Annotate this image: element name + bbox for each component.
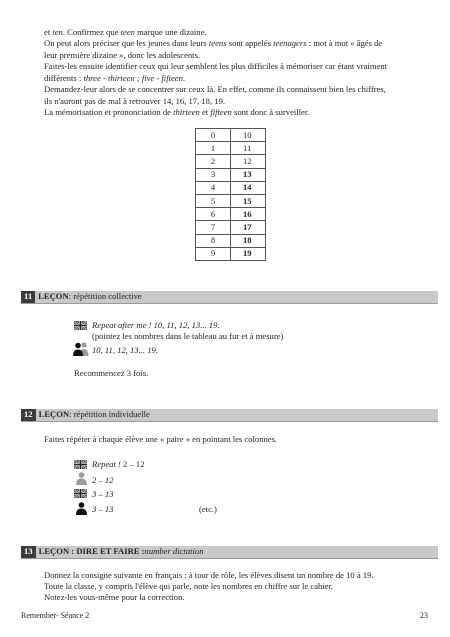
section-number: 13 — [21, 546, 36, 558]
page-number: 23 — [420, 611, 428, 620]
table-cell-unit: 3 — [196, 168, 231, 181]
table-cell-teen: 15 — [231, 194, 266, 207]
intro-line: Faites-les ensuite identifier ceux qui leur semblent les plus difficiles à mémoriser car étant vraiment — [44, 61, 388, 72]
section-title: : répétition individuelle — [69, 409, 150, 420]
section-number: 12 — [21, 409, 36, 421]
intro-line — [44, 107, 429, 118]
dictation-line-3: Notez-les vous-même pour la correction. — [44, 592, 185, 602]
repeat-line-2: 2 – 12 — [92, 475, 114, 485]
text: et — [44, 27, 53, 37]
section-keyword: LEÇON : DIRE ET FAIRE : — [38, 546, 145, 557]
table-cell-unit: 6 — [196, 208, 231, 221]
students-icon — [73, 342, 89, 356]
numbers-table-body — [196, 129, 266, 261]
table-cell-teen: 12 — [231, 155, 266, 168]
class-reply: 10, 11, 12, 13... 19. — [92, 345, 158, 355]
repeat-three-times: Recommencez 3 fois. — [74, 368, 149, 378]
section-number: 11 — [21, 291, 35, 303]
table-row — [196, 234, 266, 247]
table-cell-unit: 4 — [196, 181, 231, 194]
pair-instruction: Faites répéter à chaque élève une « paire » en pointant les colonnes. — [44, 434, 278, 444]
text: sont appelés — [226, 38, 274, 49]
repeat-after-me: Repeat after me ! 10, 11, 12, 13... 19. — [92, 320, 220, 330]
repeat-line-4: 3 – 13 — [92, 504, 114, 514]
text: three - thirteen ; five - fifteen — [83, 72, 183, 83]
section-title: number dictation — [144, 546, 204, 557]
table-cell-teen: 14 — [231, 181, 266, 194]
table-cell-teen: 10 — [231, 129, 266, 142]
uk-flag-icon — [74, 321, 87, 330]
section-title: : répétition collective — [68, 291, 142, 302]
table-cell-unit: 9 — [196, 247, 231, 260]
pointing-instruction: (pointez les nombres dans le tableau au fur et à mesure) — [92, 331, 284, 341]
text: Repeat ! — [92, 459, 124, 469]
table-cell-teen: 19 — [231, 247, 266, 260]
table-row — [196, 181, 266, 194]
text: différents : — [44, 72, 84, 83]
table-row — [196, 142, 266, 155]
table-cell-teen: 18 — [231, 234, 266, 247]
numbers-table — [195, 128, 266, 261]
table-cell-unit: 7 — [196, 221, 231, 234]
dictation-line-2: Toute la classe, y compris l'élève qui parle, note les nombres en chiffre sur le cahier. — [44, 581, 334, 591]
text: : mot à mot « âgés de — [306, 38, 383, 49]
text: marque une dizaine. — [134, 27, 207, 37]
text: . Confirmez que — [62, 27, 121, 37]
dictation-line-1: Donnez la consigne suivante en français : à tour de rôle, les élèves disent un nombre de 10 à 19. — [44, 570, 374, 580]
intro-line — [44, 73, 429, 84]
footer-title: Remember- Séance 2 — [21, 611, 90, 620]
text: On peut alors préciser que les jeunes dans leurs — [44, 38, 209, 49]
intro-line: ils n'auront pas de mal à retrouver 14, 16, 17, 18, 19. — [44, 95, 226, 106]
table-cell-unit: 1 — [196, 142, 231, 155]
table-row — [196, 168, 266, 181]
intro-line: leur première dizaine », donc les adolescents. — [44, 49, 201, 60]
table-cell-unit: 5 — [196, 194, 231, 207]
text: 2 – 12 — [123, 459, 145, 469]
student-black-icon — [76, 502, 87, 515]
table-cell-teen: 13 — [231, 168, 266, 181]
text: fifteen — [210, 106, 232, 117]
table-row — [196, 129, 266, 142]
table-row — [196, 194, 266, 207]
table-cell-unit: 0 — [196, 129, 231, 142]
section-11-header — [21, 291, 438, 304]
text: et — [199, 106, 211, 117]
student-grey-icon — [76, 472, 87, 485]
section-13-header — [21, 546, 438, 559]
uk-flag-icon — [74, 489, 87, 498]
repeat-line-3: 3 – 13 — [92, 489, 114, 499]
uk-flag-icon — [74, 460, 87, 469]
table-row — [196, 155, 266, 168]
etc-label: (etc.) — [199, 504, 217, 514]
table-cell-unit: 2 — [196, 155, 231, 168]
text: sont donc à surveiller. — [231, 106, 310, 117]
intro-line — [44, 27, 429, 38]
intro-text — [44, 27, 429, 118]
text: teens — [208, 38, 227, 49]
table-cell-teen: 17 — [231, 221, 266, 234]
table-row — [196, 247, 266, 260]
text: thirteen — [173, 106, 200, 117]
section-keyword: LEÇON — [38, 409, 70, 420]
repeat-line-1 — [92, 459, 145, 470]
intro-line: Demandez-leur alors de se concentrer sur ceux là. En effet, comme ils connaissent bien les chiffres, — [44, 84, 386, 95]
text: ten — [52, 27, 63, 37]
table-row — [196, 208, 266, 221]
text: teen — [120, 27, 135, 37]
text: . — [182, 72, 186, 83]
section-keyword: LEÇON — [38, 291, 69, 302]
table-cell-teen: 11 — [231, 142, 266, 155]
table-row — [196, 221, 266, 234]
text: teenagers — [273, 38, 307, 49]
table-cell-unit: 8 — [196, 234, 231, 247]
section-12-header — [21, 409, 438, 422]
table-cell-teen: 16 — [231, 208, 266, 221]
text: La mémorisation et prononciation de — [44, 106, 174, 117]
intro-line — [44, 38, 429, 49]
